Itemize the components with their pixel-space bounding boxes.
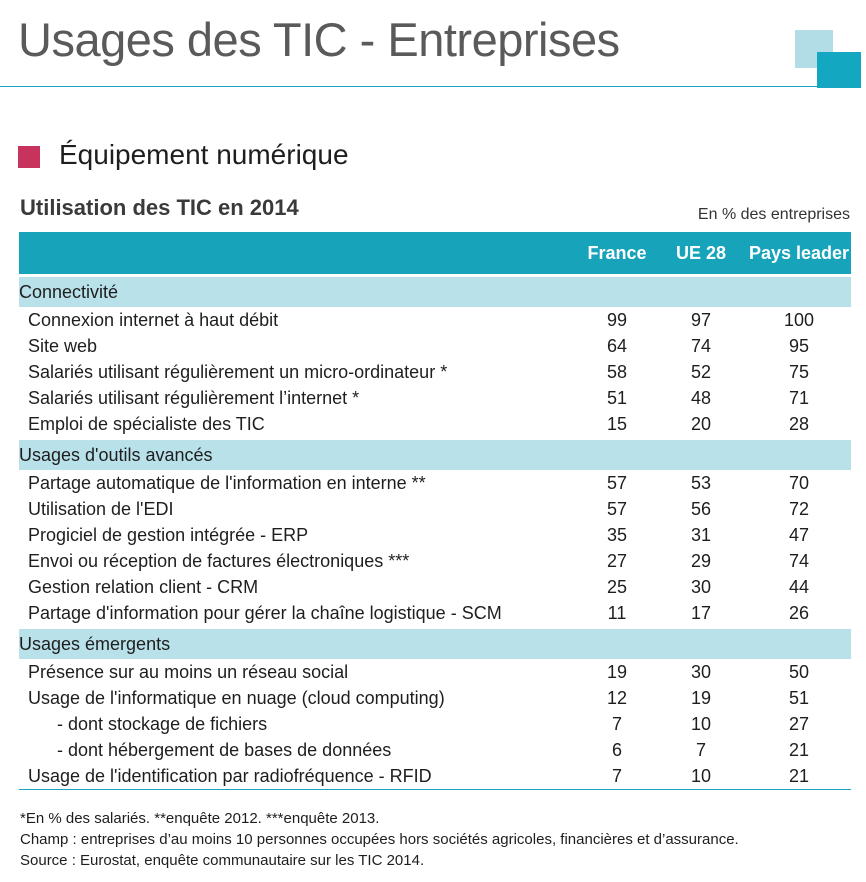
value-france: 19 (606, 661, 628, 682)
value-ue28: 48 (690, 387, 712, 408)
row-label: Salariés utilisant régulièrement l’internet * (28, 387, 360, 408)
value-ue28: 56 (690, 498, 712, 519)
value-ue28: 52 (690, 361, 712, 382)
value-ue28: 29 (690, 550, 712, 571)
column-header-france: France (579, 232, 655, 274)
value-leader: 50 (788, 661, 810, 682)
category-label: Usages émergents (19, 629, 851, 659)
page-title: Usages des TIC - Entreprises (18, 13, 620, 66)
value-ue28: 30 (690, 661, 712, 682)
value-france: 64 (606, 335, 628, 356)
row-label: Progiciel de gestion intégrée - ERP (28, 524, 309, 545)
value-leader: 21 (788, 739, 810, 760)
value-france: 57 (606, 472, 628, 493)
decorative-square-dark (817, 52, 861, 88)
category-row (19, 440, 851, 470)
footnote-source: Source : Eurostat, enquête communautaire sur les TIC 2014. (20, 852, 425, 869)
value-ue28: 53 (690, 472, 712, 493)
row-label: - dont stockage de fichiers (57, 713, 268, 734)
column-header-leader: Pays leader (747, 232, 851, 274)
value-france: 57 (606, 498, 628, 519)
title-rule (0, 86, 842, 87)
value-leader: 70 (788, 472, 810, 493)
value-ue28: 10 (690, 713, 712, 734)
value-france: 6 (611, 739, 622, 760)
value-france: 15 (606, 413, 628, 434)
row-label: Partage automatique de l'information en interne ** (28, 472, 426, 493)
ict-usage-table (19, 232, 851, 790)
value-ue28: 19 (690, 687, 712, 708)
table-row (19, 359, 851, 385)
table-row (19, 385, 851, 411)
value-leader: 71 (788, 387, 810, 408)
category-row (19, 277, 851, 307)
section-title: Équipement numérique (59, 139, 349, 170)
table-row (19, 496, 851, 522)
row-label: Partage d'information pour gérer la chaîne logistique - SCM (28, 602, 502, 623)
table-row (19, 659, 851, 685)
value-france: 25 (606, 576, 628, 597)
units-note: En % des entreprises (697, 206, 850, 223)
row-label: Présence sur au moins un réseau social (28, 661, 349, 682)
table-header-row (19, 232, 851, 274)
row-label: Usage de l'informatique en nuage (cloud computing) (28, 687, 445, 708)
table-row (19, 737, 851, 763)
value-leader: 21 (747, 763, 851, 790)
row-label: - dont hébergement de bases de données (57, 739, 392, 760)
table-row (19, 574, 851, 600)
table-body (19, 274, 851, 790)
value-france: 51 (606, 387, 628, 408)
value-france: 58 (606, 361, 628, 382)
footnotes (20, 808, 739, 871)
value-france: 11 (607, 602, 627, 623)
value-france: 7 (611, 713, 622, 734)
row-label: Emploi de spécialiste des TIC (28, 413, 265, 434)
table-row (19, 685, 851, 711)
value-ue28: 7 (695, 739, 706, 760)
value-leader: 47 (788, 524, 810, 545)
category-label: Usages d'outils avancés (19, 440, 851, 470)
value-leader: 26 (788, 602, 810, 623)
value-france: 12 (606, 687, 628, 708)
value-leader: 95 (788, 335, 810, 356)
column-header-ue28: UE 28 (655, 232, 747, 274)
table-row (19, 307, 851, 333)
row-label: Utilisation de l'EDI (28, 498, 174, 519)
value-france: 99 (606, 309, 628, 330)
value-leader: 72 (788, 498, 810, 519)
row-label: Site web (28, 335, 98, 356)
value-leader: 44 (788, 576, 810, 597)
row-label: Gestion relation client - CRM (28, 576, 259, 597)
header-label-cell (19, 232, 579, 274)
category-label: Connectivité (19, 277, 851, 307)
footnote-scope: Champ : entreprises d’au moins 10 personnes occupées hors sociétés agricoles, financières et d’assurance. (20, 831, 739, 848)
table-row (19, 600, 851, 626)
table-row (19, 763, 851, 790)
row-label: Salariés utilisant régulièrement un micro-ordinateur * (28, 361, 448, 382)
table-row (19, 333, 851, 359)
row-label: Envoi ou réception de factures électroniques *** (28, 550, 410, 571)
row-label: Connexion internet à haut débit (28, 309, 279, 330)
category-row (19, 629, 851, 659)
value-ue28: 30 (690, 576, 712, 597)
value-leader: 28 (788, 413, 810, 434)
table-row (19, 470, 851, 496)
value-leader: 74 (788, 550, 810, 571)
value-france: 35 (606, 524, 628, 545)
value-ue28: 10 (655, 763, 747, 790)
value-leader: 51 (788, 687, 810, 708)
table-row (19, 411, 851, 437)
value-leader: 75 (788, 361, 810, 382)
section-marker-square (18, 146, 40, 168)
table-title: Utilisation des TIC en 2014 (20, 195, 299, 220)
table-row (19, 711, 851, 737)
table-row (19, 522, 851, 548)
value-ue28: 97 (690, 309, 712, 330)
table-row (19, 548, 851, 574)
value-leader: 100 (783, 309, 815, 330)
value-ue28: 17 (690, 602, 712, 623)
value-france: 27 (606, 550, 628, 571)
value-ue28: 31 (690, 524, 712, 545)
value-france: 7 (579, 763, 655, 790)
footnote-survey-years: *En % des salariés. **enquête 2012. ***enquête 2013. (20, 810, 380, 827)
value-ue28: 74 (690, 335, 712, 356)
value-ue28: 20 (690, 413, 712, 434)
row-label: Usage de l'identification par radiofréquence - RFID (19, 763, 579, 790)
value-leader: 27 (788, 713, 810, 734)
